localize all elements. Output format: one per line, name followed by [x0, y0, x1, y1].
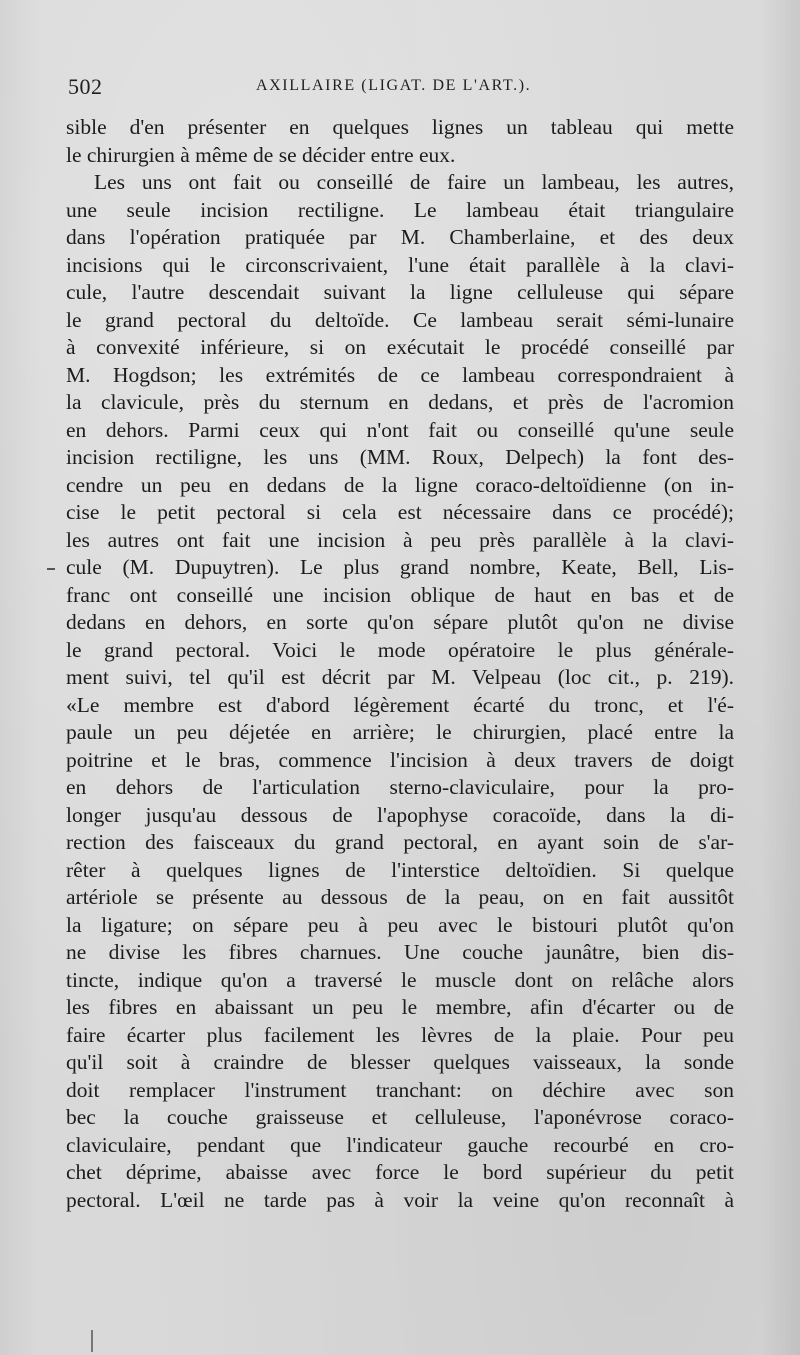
text-line: cise le petit pectoral si cela est nécessaire dans ce procédé); [66, 500, 734, 524]
text-line: doit remplacer l'instrument tranchant: on déchire avec son [66, 1077, 734, 1102]
text-line: tincte, indique qu'on a traversé le muscle dont on relâche alors [66, 967, 734, 992]
text-line: la ligature; on sépare peu à peu avec le bistouri plutôt qu'on [66, 912, 734, 937]
text-line: les autres ont fait une incision à peu près parallèle à la clavi- [66, 527, 734, 552]
text-line: cendre un peu en dedans de la ligne coraco-deltoïdienne (on in- [66, 472, 734, 497]
stray-ink-mark [91, 1330, 93, 1352]
page-header [68, 74, 738, 104]
text-line: poitrine et le bras, commence l'incision à deux travers de doigt [66, 747, 734, 772]
text-line: claviculaire, pendant que l'indicateur gauche recourbé en cro- [66, 1132, 734, 1157]
text-line: le grand pectoral. Voici le mode opératoire le plus générale- [66, 637, 734, 662]
text-line: le grand pectoral du deltoïde. Ce lambeau serait sémi-lunaire [66, 307, 734, 332]
text-line: sible d'en présenter en quelques lignes un tableau qui mette [66, 115, 734, 139]
text-line: longer jusqu'au dessous de l'apophyse coracoïde, dans la di- [66, 802, 734, 827]
text-line: M. Hogdson; les extrémités de ce lambeau correspondraient à [66, 362, 734, 387]
text-line: à convexité inférieure, si on exécutait le procédé conseillé par [66, 335, 734, 359]
text-line: paule un peu déjetée en arrière; le chirurgien, placé entre la [66, 720, 734, 744]
text-line: une seule incision rectiligne. Le lambeau était triangulaire [66, 197, 734, 222]
margin-mark [47, 568, 55, 570]
text-line: ment suivi, tel qu'il est décrit par M. Velpeau (loc cit., p. 219). [66, 665, 734, 689]
text-line: pectoral. L'œil ne tarde pas à voir la veine qu'on reconnaît à [66, 1187, 734, 1212]
text-line: incisions qui le circonscrivaient, l'une était parallèle à la clavi- [66, 252, 734, 277]
text-line: incision rectiligne, les uns (MM. Roux, Delpech) la font des- [66, 445, 734, 469]
running-head: AXILLAIRE (LIGAT. DE L'ART.). [256, 77, 532, 94]
text-line: en dehors de l'articulation sterno-claviculaire, pour la pro- [66, 775, 734, 799]
text-line: cule, l'autre descendait suivant la ligne celluleuse qui sépare [66, 280, 734, 304]
text-line: rection des faisceaux du grand pectoral, en ayant soin de s'ar- [66, 830, 734, 854]
text-line: bec la couche graisseuse et celluleuse, l'aponévrose coraco- [66, 1105, 734, 1129]
text-line: franc ont conseillé une incision oblique de haut en bas et de [66, 582, 734, 607]
text-line: ne divise les fibres charnues. Une couche jaunâtre, bien dis- [66, 940, 734, 964]
text-line: la clavicule, près du sternum en dedans, et près de l'acromion [66, 390, 734, 414]
text-line: en dehors. Parmi ceux qui n'ont fait ou conseillé qu'une seule [66, 417, 734, 442]
text-line: le chirurgien à même de se décider entre eux. [66, 142, 456, 167]
text-line: cule (M. Dupuytren). Le plus grand nombre, Keate, Bell, Lis- [66, 555, 734, 579]
page-number: 502 [68, 74, 103, 99]
body-text [66, 114, 734, 1214]
text-line: les fibres en abaissant un peu le membre, afin d'écarter ou de [66, 995, 734, 1019]
text-line: qu'il soit à craindre de blesser quelques vaisseaux, la sonde [66, 1050, 734, 1074]
text-line: Les uns ont fait ou conseillé de faire un lambeau, les autres, [94, 170, 734, 194]
text-line: artériole se présente au dessous de la peau, on en fait aussitôt [66, 885, 734, 909]
text-line: faire écarter plus facilement les lèvres de la plaie. Pour peu [66, 1022, 734, 1047]
text-line: dans l'opération pratiquée par M. Chamberlaine, et des deux [66, 225, 734, 249]
text-line: chet déprime, abaisse avec force le bord supérieur du petit [66, 1160, 734, 1184]
text-line: dedans en dehors, en sorte qu'on sépare plutôt qu'on ne divise [66, 610, 734, 634]
text-line: «Le membre est d'abord légèrement écarté du tronc, et l'é- [66, 692, 734, 717]
text-line: rêter à quelques lignes de l'interstice deltoïdien. Si quelque [66, 857, 734, 882]
